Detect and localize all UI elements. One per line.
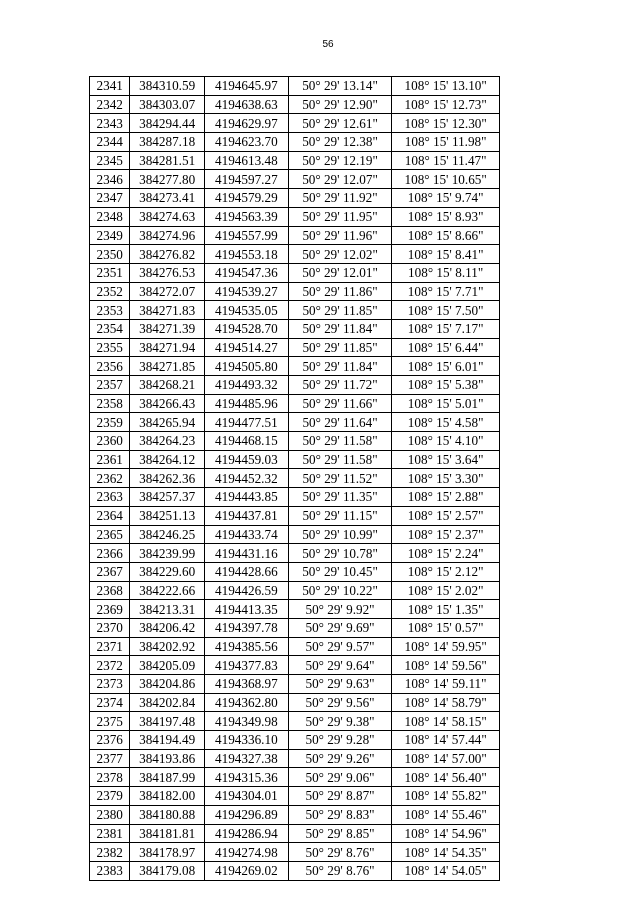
coordinates-table-body xyxy=(90,77,500,881)
y-coordinate-cell: 4194443.85 xyxy=(204,488,288,507)
table-row xyxy=(90,581,500,600)
point-number-cell: 2352 xyxy=(90,282,130,301)
y-coordinate-cell: 4194349.98 xyxy=(204,712,288,731)
point-number-cell: 2361 xyxy=(90,450,130,469)
longitude-cell: 108° 15' 6.01" xyxy=(392,357,500,376)
latitude-cell: 50° 29' 8.76" xyxy=(288,843,392,862)
y-coordinate-cell: 4194274.98 xyxy=(204,843,288,862)
longitude-cell: 108° 14' 55.46" xyxy=(392,805,500,824)
table-row xyxy=(90,525,500,544)
longitude-cell: 108° 15' 11.98" xyxy=(392,133,500,152)
longitude-cell: 108° 15' 2.12" xyxy=(392,562,500,581)
point-number-cell: 2360 xyxy=(90,432,130,451)
latitude-cell: 50° 29' 9.92" xyxy=(288,600,392,619)
page-number: 56 xyxy=(322,39,334,50)
point-number-cell: 2347 xyxy=(90,189,130,208)
point-number-cell: 2345 xyxy=(90,151,130,170)
y-coordinate-cell: 4194397.78 xyxy=(204,618,288,637)
latitude-cell: 50° 29' 10.78" xyxy=(288,544,392,563)
x-coordinate-cell: 384229.60 xyxy=(130,562,205,581)
longitude-cell: 108° 14' 54.96" xyxy=(392,824,500,843)
latitude-cell: 50° 29' 8.87" xyxy=(288,787,392,806)
table-row xyxy=(90,656,500,675)
longitude-cell: 108° 15' 10.65" xyxy=(392,170,500,189)
x-coordinate-cell: 384294.44 xyxy=(130,114,205,133)
y-coordinate-cell: 4194286.94 xyxy=(204,824,288,843)
latitude-cell: 50° 29' 11.92" xyxy=(288,189,392,208)
table-row xyxy=(90,469,500,488)
x-coordinate-cell: 384276.82 xyxy=(130,245,205,264)
x-coordinate-cell: 384287.18 xyxy=(130,133,205,152)
y-coordinate-cell: 4194315.36 xyxy=(204,768,288,787)
point-number-cell: 2372 xyxy=(90,656,130,675)
x-coordinate-cell: 384246.25 xyxy=(130,525,205,544)
x-coordinate-cell: 384213.31 xyxy=(130,600,205,619)
y-coordinate-cell: 4194629.97 xyxy=(204,114,288,133)
longitude-cell: 108° 15' 6.44" xyxy=(392,338,500,357)
point-number-cell: 2343 xyxy=(90,114,130,133)
longitude-cell: 108° 15' 2.88" xyxy=(392,488,500,507)
y-coordinate-cell: 4194413.35 xyxy=(204,600,288,619)
point-number-cell: 2381 xyxy=(90,824,130,843)
y-coordinate-cell: 4194269.02 xyxy=(204,861,288,880)
longitude-cell: 108° 15' 3.30" xyxy=(392,469,500,488)
latitude-cell: 50° 29' 8.83" xyxy=(288,805,392,824)
point-number-cell: 2355 xyxy=(90,338,130,357)
x-coordinate-cell: 384310.59 xyxy=(130,77,205,96)
latitude-cell: 50° 29' 12.19" xyxy=(288,151,392,170)
y-coordinate-cell: 4194613.48 xyxy=(204,151,288,170)
table-row xyxy=(90,263,500,282)
table-row xyxy=(90,712,500,731)
y-coordinate-cell: 4194477.51 xyxy=(204,413,288,432)
point-number-cell: 2379 xyxy=(90,787,130,806)
x-coordinate-cell: 384265.94 xyxy=(130,413,205,432)
latitude-cell: 50° 29' 12.61" xyxy=(288,114,392,133)
latitude-cell: 50° 29' 11.58" xyxy=(288,432,392,451)
longitude-cell: 108° 15' 2.24" xyxy=(392,544,500,563)
longitude-cell: 108° 15' 8.93" xyxy=(392,207,500,226)
x-coordinate-cell: 384202.84 xyxy=(130,693,205,712)
y-coordinate-cell: 4194547.36 xyxy=(204,263,288,282)
y-coordinate-cell: 4194563.39 xyxy=(204,207,288,226)
y-coordinate-cell: 4194431.16 xyxy=(204,544,288,563)
x-coordinate-cell: 384239.99 xyxy=(130,544,205,563)
latitude-cell: 50° 29' 12.90" xyxy=(288,95,392,114)
table-row xyxy=(90,432,500,451)
longitude-cell: 108° 15' 3.64" xyxy=(392,450,500,469)
point-number-cell: 2375 xyxy=(90,712,130,731)
x-coordinate-cell: 384182.00 xyxy=(130,787,205,806)
x-coordinate-cell: 384266.43 xyxy=(130,394,205,413)
latitude-cell: 50° 29' 11.15" xyxy=(288,506,392,525)
latitude-cell: 50° 29' 11.72" xyxy=(288,376,392,395)
table-row xyxy=(90,282,500,301)
table-row xyxy=(90,805,500,824)
latitude-cell: 50° 29' 12.01" xyxy=(288,263,392,282)
y-coordinate-cell: 4194553.18 xyxy=(204,245,288,264)
table-row xyxy=(90,749,500,768)
x-coordinate-cell: 384180.88 xyxy=(130,805,205,824)
table-row xyxy=(90,693,500,712)
point-number-cell: 2358 xyxy=(90,394,130,413)
point-number-cell: 2376 xyxy=(90,731,130,750)
longitude-cell: 108° 14' 54.35" xyxy=(392,843,500,862)
y-coordinate-cell: 4194528.70 xyxy=(204,319,288,338)
point-number-cell: 2346 xyxy=(90,170,130,189)
latitude-cell: 50° 29' 11.64" xyxy=(288,413,392,432)
longitude-cell: 108° 15' 12.30" xyxy=(392,114,500,133)
point-number-cell: 2378 xyxy=(90,768,130,787)
x-coordinate-cell: 384193.86 xyxy=(130,749,205,768)
point-number-cell: 2350 xyxy=(90,245,130,264)
longitude-cell: 108° 15' 7.71" xyxy=(392,282,500,301)
point-number-cell: 2357 xyxy=(90,376,130,395)
point-number-cell: 2365 xyxy=(90,525,130,544)
longitude-cell: 108° 15' 12.73" xyxy=(392,95,500,114)
x-coordinate-cell: 384205.09 xyxy=(130,656,205,675)
longitude-cell: 108° 15' 9.74" xyxy=(392,189,500,208)
table-row xyxy=(90,394,500,413)
y-coordinate-cell: 4194385.56 xyxy=(204,637,288,656)
y-coordinate-cell: 4194327.38 xyxy=(204,749,288,768)
point-number-cell: 2368 xyxy=(90,581,130,600)
longitude-cell: 108° 14' 58.79" xyxy=(392,693,500,712)
y-coordinate-cell: 4194452.32 xyxy=(204,469,288,488)
latitude-cell: 50° 29' 8.85" xyxy=(288,824,392,843)
table-row xyxy=(90,133,500,152)
latitude-cell: 50° 29' 11.35" xyxy=(288,488,392,507)
longitude-cell: 108° 14' 55.82" xyxy=(392,787,500,806)
latitude-cell: 50° 29' 11.66" xyxy=(288,394,392,413)
latitude-cell: 50° 29' 11.95" xyxy=(288,207,392,226)
latitude-cell: 50° 29' 10.99" xyxy=(288,525,392,544)
latitude-cell: 50° 29' 10.22" xyxy=(288,581,392,600)
latitude-cell: 50° 29' 12.02" xyxy=(288,245,392,264)
table-row xyxy=(90,731,500,750)
x-coordinate-cell: 384222.66 xyxy=(130,581,205,600)
point-number-cell: 2348 xyxy=(90,207,130,226)
x-coordinate-cell: 384272.07 xyxy=(130,282,205,301)
latitude-cell: 50° 29' 11.58" xyxy=(288,450,392,469)
table-row xyxy=(90,787,500,806)
table-row xyxy=(90,413,500,432)
longitude-cell: 108° 15' 4.10" xyxy=(392,432,500,451)
x-coordinate-cell: 384206.42 xyxy=(130,618,205,637)
table-row xyxy=(90,506,500,525)
y-coordinate-cell: 4194304.01 xyxy=(204,787,288,806)
table-row xyxy=(90,151,500,170)
point-number-cell: 2342 xyxy=(90,95,130,114)
x-coordinate-cell: 384251.13 xyxy=(130,506,205,525)
point-number-cell: 2374 xyxy=(90,693,130,712)
table-row xyxy=(90,675,500,694)
x-coordinate-cell: 384303.07 xyxy=(130,95,205,114)
x-coordinate-cell: 384178.97 xyxy=(130,843,205,862)
longitude-cell: 108° 15' 13.10" xyxy=(392,77,500,96)
table-row xyxy=(90,450,500,469)
x-coordinate-cell: 384271.83 xyxy=(130,301,205,320)
point-number-cell: 2382 xyxy=(90,843,130,862)
x-coordinate-cell: 384181.81 xyxy=(130,824,205,843)
longitude-cell: 108° 15' 5.01" xyxy=(392,394,500,413)
x-coordinate-cell: 384257.37 xyxy=(130,488,205,507)
longitude-cell: 108° 15' 2.37" xyxy=(392,525,500,544)
point-number-cell: 2377 xyxy=(90,749,130,768)
x-coordinate-cell: 384179.08 xyxy=(130,861,205,880)
coordinates-table xyxy=(89,76,500,881)
longitude-cell: 108° 14' 56.40" xyxy=(392,768,500,787)
point-number-cell: 2369 xyxy=(90,600,130,619)
longitude-cell: 108° 15' 0.57" xyxy=(392,618,500,637)
longitude-cell: 108° 14' 58.15" xyxy=(392,712,500,731)
y-coordinate-cell: 4194539.27 xyxy=(204,282,288,301)
longitude-cell: 108° 15' 2.02" xyxy=(392,581,500,600)
point-number-cell: 2366 xyxy=(90,544,130,563)
longitude-cell: 108° 15' 7.50" xyxy=(392,301,500,320)
x-coordinate-cell: 384274.63 xyxy=(130,207,205,226)
point-number-cell: 2354 xyxy=(90,319,130,338)
y-coordinate-cell: 4194514.27 xyxy=(204,338,288,357)
point-number-cell: 2383 xyxy=(90,861,130,880)
y-coordinate-cell: 4194368.97 xyxy=(204,675,288,694)
longitude-cell: 108° 15' 8.11" xyxy=(392,263,500,282)
latitude-cell: 50° 29' 9.56" xyxy=(288,693,392,712)
latitude-cell: 50° 29' 11.84" xyxy=(288,357,392,376)
y-coordinate-cell: 4194505.80 xyxy=(204,357,288,376)
y-coordinate-cell: 4194468.15 xyxy=(204,432,288,451)
table-row xyxy=(90,77,500,96)
point-number-cell: 2371 xyxy=(90,637,130,656)
x-coordinate-cell: 384194.49 xyxy=(130,731,205,750)
latitude-cell: 50° 29' 9.06" xyxy=(288,768,392,787)
table-row xyxy=(90,95,500,114)
longitude-cell: 108° 14' 59.95" xyxy=(392,637,500,656)
latitude-cell: 50° 29' 9.57" xyxy=(288,637,392,656)
longitude-cell: 108° 14' 54.05" xyxy=(392,861,500,880)
point-number-cell: 2363 xyxy=(90,488,130,507)
x-coordinate-cell: 384262.36 xyxy=(130,469,205,488)
x-coordinate-cell: 384271.85 xyxy=(130,357,205,376)
table-row xyxy=(90,357,500,376)
x-coordinate-cell: 384273.41 xyxy=(130,189,205,208)
table-row xyxy=(90,600,500,619)
longitude-cell: 108° 14' 59.56" xyxy=(392,656,500,675)
longitude-cell: 108° 14' 57.00" xyxy=(392,749,500,768)
y-coordinate-cell: 4194428.66 xyxy=(204,562,288,581)
x-coordinate-cell: 384281.51 xyxy=(130,151,205,170)
table-row xyxy=(90,226,500,245)
table-row xyxy=(90,301,500,320)
latitude-cell: 50° 29' 8.76" xyxy=(288,861,392,880)
point-number-cell: 2344 xyxy=(90,133,130,152)
table-row xyxy=(90,376,500,395)
latitude-cell: 50° 29' 9.28" xyxy=(288,731,392,750)
latitude-cell: 50° 29' 12.38" xyxy=(288,133,392,152)
latitude-cell: 50° 29' 9.64" xyxy=(288,656,392,675)
point-number-cell: 2359 xyxy=(90,413,130,432)
y-coordinate-cell: 4194623.70 xyxy=(204,133,288,152)
y-coordinate-cell: 4194645.97 xyxy=(204,77,288,96)
x-coordinate-cell: 384271.94 xyxy=(130,338,205,357)
table-row xyxy=(90,319,500,338)
y-coordinate-cell: 4194579.29 xyxy=(204,189,288,208)
y-coordinate-cell: 4194336.10 xyxy=(204,731,288,750)
table-row xyxy=(90,562,500,581)
latitude-cell: 50° 29' 9.38" xyxy=(288,712,392,731)
longitude-cell: 108° 15' 7.17" xyxy=(392,319,500,338)
y-coordinate-cell: 4194459.03 xyxy=(204,450,288,469)
table-row xyxy=(90,861,500,880)
point-number-cell: 2341 xyxy=(90,77,130,96)
table-row xyxy=(90,207,500,226)
latitude-cell: 50° 29' 12.07" xyxy=(288,170,392,189)
x-coordinate-cell: 384264.12 xyxy=(130,450,205,469)
y-coordinate-cell: 4194426.59 xyxy=(204,581,288,600)
table-row xyxy=(90,618,500,637)
x-coordinate-cell: 384277.80 xyxy=(130,170,205,189)
point-number-cell: 2362 xyxy=(90,469,130,488)
y-coordinate-cell: 4194433.74 xyxy=(204,525,288,544)
latitude-cell: 50° 29' 9.69" xyxy=(288,618,392,637)
y-coordinate-cell: 4194597.27 xyxy=(204,170,288,189)
longitude-cell: 108° 15' 4.58" xyxy=(392,413,500,432)
table-row xyxy=(90,114,500,133)
table-row xyxy=(90,189,500,208)
y-coordinate-cell: 4194485.96 xyxy=(204,394,288,413)
point-number-cell: 2370 xyxy=(90,618,130,637)
point-number-cell: 2356 xyxy=(90,357,130,376)
y-coordinate-cell: 4194362.80 xyxy=(204,693,288,712)
longitude-cell: 108° 15' 5.38" xyxy=(392,376,500,395)
table-row xyxy=(90,338,500,357)
table-row xyxy=(90,488,500,507)
point-number-cell: 2349 xyxy=(90,226,130,245)
x-coordinate-cell: 384274.96 xyxy=(130,226,205,245)
latitude-cell: 50° 29' 10.45" xyxy=(288,562,392,581)
latitude-cell: 50° 29' 11.96" xyxy=(288,226,392,245)
y-coordinate-cell: 4194437.81 xyxy=(204,506,288,525)
longitude-cell: 108° 15' 1.35" xyxy=(392,600,500,619)
x-coordinate-cell: 384197.48 xyxy=(130,712,205,731)
x-coordinate-cell: 384276.53 xyxy=(130,263,205,282)
latitude-cell: 50° 29' 11.86" xyxy=(288,282,392,301)
latitude-cell: 50° 29' 11.52" xyxy=(288,469,392,488)
longitude-cell: 108° 15' 11.47" xyxy=(392,151,500,170)
latitude-cell: 50° 29' 9.63" xyxy=(288,675,392,694)
table-row xyxy=(90,637,500,656)
point-number-cell: 2364 xyxy=(90,506,130,525)
longitude-cell: 108° 14' 59.11" xyxy=(392,675,500,694)
y-coordinate-cell: 4194296.89 xyxy=(204,805,288,824)
x-coordinate-cell: 384264.23 xyxy=(130,432,205,451)
table-row xyxy=(90,245,500,264)
point-number-cell: 2373 xyxy=(90,675,130,694)
y-coordinate-cell: 4194557.99 xyxy=(204,226,288,245)
y-coordinate-cell: 4194535.05 xyxy=(204,301,288,320)
point-number-cell: 2351 xyxy=(90,263,130,282)
y-coordinate-cell: 4194377.83 xyxy=(204,656,288,675)
latitude-cell: 50° 29' 11.84" xyxy=(288,319,392,338)
x-coordinate-cell: 384268.21 xyxy=(130,376,205,395)
latitude-cell: 50° 29' 13.14" xyxy=(288,77,392,96)
point-number-cell: 2380 xyxy=(90,805,130,824)
table-row xyxy=(90,170,500,189)
point-number-cell: 2367 xyxy=(90,562,130,581)
latitude-cell: 50° 29' 9.26" xyxy=(288,749,392,768)
table-row xyxy=(90,544,500,563)
table-row xyxy=(90,768,500,787)
x-coordinate-cell: 384187.99 xyxy=(130,768,205,787)
point-number-cell: 2353 xyxy=(90,301,130,320)
latitude-cell: 50° 29' 11.85" xyxy=(288,301,392,320)
longitude-cell: 108° 15' 2.57" xyxy=(392,506,500,525)
table-row xyxy=(90,843,500,862)
longitude-cell: 108° 15' 8.66" xyxy=(392,226,500,245)
y-coordinate-cell: 4194638.63 xyxy=(204,95,288,114)
latitude-cell: 50° 29' 11.85" xyxy=(288,338,392,357)
longitude-cell: 108° 15' 8.41" xyxy=(392,245,500,264)
y-coordinate-cell: 4194493.32 xyxy=(204,376,288,395)
table-row xyxy=(90,824,500,843)
x-coordinate-cell: 384271.39 xyxy=(130,319,205,338)
longitude-cell: 108° 14' 57.44" xyxy=(392,731,500,750)
x-coordinate-cell: 384202.92 xyxy=(130,637,205,656)
x-coordinate-cell: 384204.86 xyxy=(130,675,205,694)
